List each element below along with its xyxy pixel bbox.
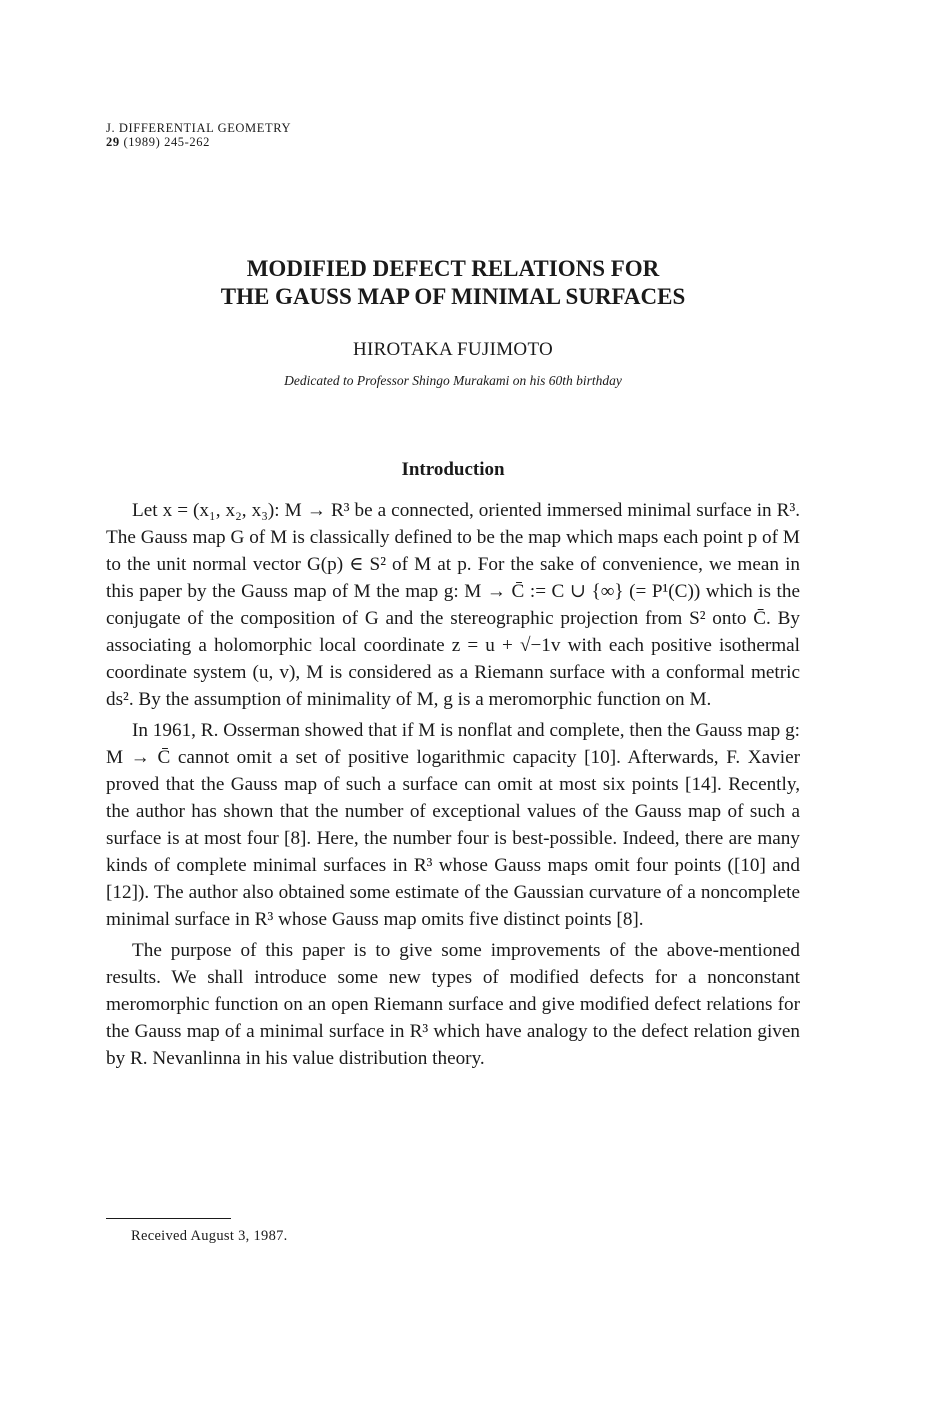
section-heading: Introduction [401, 459, 505, 480]
dedication: Dedicated to Professor Shingo Murakami on his 60th birthday [284, 373, 622, 388]
title-line-2: THE GAUSS MAP OF MINIMAL SURFACES [220, 284, 686, 309]
journal-volume: 29 [106, 135, 120, 149]
paper-title [106, 255, 800, 311]
journal-year-pages: (1989) 245-262 [123, 135, 210, 149]
journal-volume-line [106, 135, 291, 149]
paragraph-3: The purpose of this paper is to give some improvements of the above-mentioned results. We shall introduce some new types of modified defects for a nonconstant meromorphic function on an open Riemann surface and give modified defect relations for the Gauss map of a minimal surface in R³ which have analogy to the defect relation given by R. Nevanlinna in his value distribution theory. [106, 940, 800, 1069]
footnote: Received August 3, 1987. [131, 1228, 288, 1244]
author-name: HIROTAKA FUJIMOTO [352, 339, 554, 360]
journal-header [106, 121, 291, 149]
paragraph-1: Let x = (x₁, x₂, x₃): M → R³ be a connected, oriented immersed minimal surface in R³. The Gauss map G of M is classically defined to be the map which maps each point p of M to the unit normal vector G(p) ∈ S² of M at p. For the sake of convenience, we mean in this paper by the Gauss map of M the map g: M → C̄ := C ∪ {∞} (= P¹(C)) which is the conjugate of the composition of G and the stereographic projection from S² onto C̄. By associating a holomorphic local coordinate z = u + √−1v with each positive isothermal coordinate system (u, v), M is considered as a Riemann surface with a conformal metric ds². By the assumption of minimality of M, g is a meromorphic function on M. [106, 500, 800, 710]
title-line-1: MODIFIED DEFECT RELATIONS FOR [246, 256, 660, 281]
journal-name: J. DIFFERENTIAL GEOMETRY [106, 121, 292, 135]
footnote-rule [106, 1218, 231, 1219]
body-text [106, 497, 800, 1076]
paragraph-2: In 1961, R. Osserman showed that if M is nonflat and complete, then the Gauss map g: M → C̄ cannot omit a set of positive logarithmic capacity [10]. Afterwards, F. Xavier proved that the Gauss map of such a surface can omit at most six points [14]. Recently, the author has shown that the number of exceptional values of the Gauss map of such a surface is at most four [8]. Here, the number four is best-possible. Indeed, there are many kinds of complete minimal surfaces in R³ whose Gauss maps omit four points ([10] and [12]). The author also obtained some estimate of the Gaussian curvature of a noncomplete minimal surface in R³ whose Gauss map omits five distinct points [8]. [106, 720, 800, 930]
